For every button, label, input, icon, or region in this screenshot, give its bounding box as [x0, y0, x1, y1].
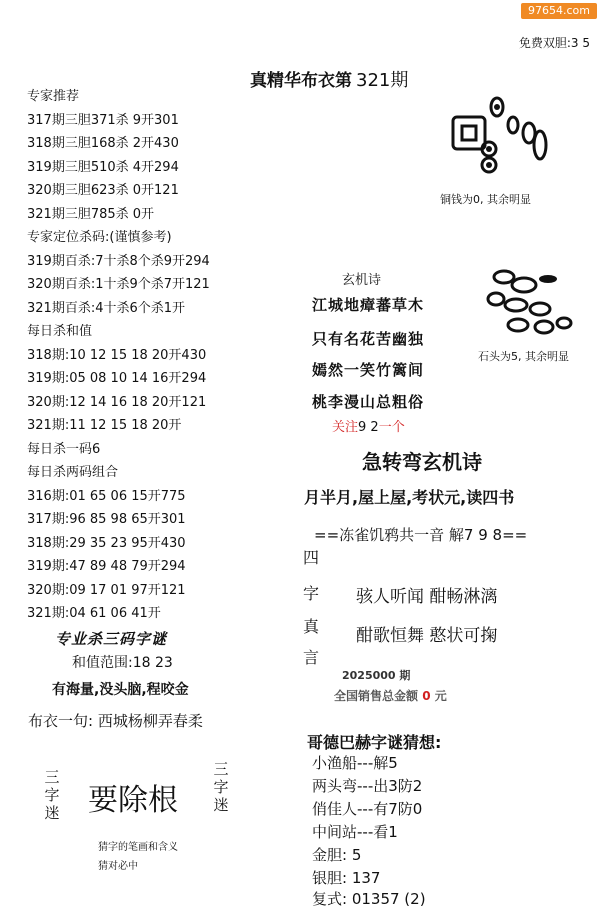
hint-line-1: 猜字的笔画和含义	[98, 842, 178, 853]
zimi-heading: 专业杀三码字谜	[55, 630, 168, 648]
sales-amount: 0	[422, 689, 431, 703]
title-issue: 321期	[356, 70, 409, 91]
list-item: 两头弯---出3防2	[312, 777, 423, 795]
list-item: 320期三胆623杀 0开121	[27, 183, 179, 198]
yueban-line: 月半月,屋上屋,考状元,读四书	[304, 488, 515, 507]
list-item: 318期:10 12 15 18 20开430	[27, 347, 207, 363]
daily-sum-heading: 每日杀和值	[27, 324, 93, 339]
left-column	[27, 85, 210, 626]
xuanji-heading: 玄机诗	[342, 273, 382, 288]
list-item: 320期:09 17 01 97开121	[27, 582, 186, 598]
riddle-word: 要除根	[88, 783, 178, 818]
poem-line: 只有名花苦幽独	[312, 330, 425, 348]
coins-figure-icon	[445, 93, 555, 183]
page-title	[250, 66, 408, 92]
jizhuan-heading: 急转弯玄机诗	[362, 450, 482, 474]
stones-caption: 石头为5, 其余明显	[478, 350, 569, 363]
four-char-4: 言	[303, 648, 320, 667]
guanzhu-nums: 9 2	[358, 420, 379, 435]
stones-figure-icon	[482, 265, 577, 340]
list-item: 319期:47 89 48 79开294	[27, 559, 186, 574]
sales-unit: 元	[434, 689, 447, 703]
sales-prefix: 全国销售总金额	[334, 689, 419, 703]
list-item: 317期:96 85 98 65开301	[27, 512, 186, 527]
guanzhu-suffix: 一个	[378, 420, 405, 435]
site-badge[interactable]: 97654.com	[521, 3, 597, 19]
expert-rec-heading: 专家推荐	[27, 89, 80, 104]
list-item: 320期百杀:1十杀9个杀7开121	[27, 277, 210, 292]
daily-two-heading: 每日杀两码组合	[27, 465, 119, 480]
issue-line: 2025000 期	[342, 669, 411, 682]
hint-line-2: 猜对必中	[98, 861, 138, 872]
sales-line	[334, 687, 447, 704]
list-item: 319期三胆510杀 4开294	[27, 159, 179, 175]
vert-label-right: 三字迷	[213, 760, 229, 814]
expert-pos-heading: 专家定位杀码:(谨慎参考)	[27, 230, 172, 245]
poem-line: 桃李漫山总粗俗	[312, 393, 425, 411]
list-item: 俏佳人---有7防0	[312, 800, 423, 818]
idiom-pair-1: 骇人听闻 酣畅淋漓	[356, 587, 498, 607]
hezhi-range: 和值范围:18 23	[72, 655, 173, 671]
free-double: 免费双胆:3 5	[518, 36, 590, 50]
list-item: 316期:01 65 06 15开775	[27, 488, 186, 504]
list-item: 321期三胆785杀 0开	[27, 206, 155, 222]
list-item: 小渔船---解5	[312, 754, 398, 772]
list-item: 中间站---看1	[312, 823, 398, 841]
list-item: 319期百杀:7十杀8个杀9开294	[27, 253, 210, 269]
vert-label-left: 三字迷	[44, 768, 60, 822]
daily-one-heading: 每日杀一码6	[27, 441, 101, 457]
poem-line: 江城地瘴蕃草木	[312, 296, 425, 314]
list-item: 321期百杀:4十杀6个杀1开	[27, 300, 186, 316]
list-item: 321期:04 61 06 41开	[27, 606, 161, 621]
four-char-2: 字	[303, 584, 320, 603]
buyi-line: 布衣一句: 西城杨柳弄春柔	[28, 712, 203, 730]
list-item: 318期:29 35 23 95开430	[27, 535, 186, 551]
haisha-line: 有海量,没头脑,程咬金	[52, 682, 189, 698]
guanzhu-prefix: 关注	[332, 420, 359, 435]
four-char-1: 四	[303, 548, 320, 567]
list-item: 317期三胆371杀 9开301	[27, 112, 179, 128]
gede-heading: 哥德巴赫字谜猜想:	[307, 733, 442, 752]
guanzhu-line	[332, 416, 405, 435]
list-item: 320期:12 14 16 18 20开121	[27, 394, 207, 410]
four-char-3: 真	[303, 617, 320, 636]
list-item: 321期:11 12 15 18 20开	[27, 418, 182, 433]
list-item: 复式: 01357 (2)	[312, 890, 426, 908]
list-item: 318期三胆168杀 2开430	[27, 136, 179, 151]
list-item: 银胆: 137	[312, 869, 381, 887]
list-item: 金胆: 5	[312, 846, 362, 864]
idiom-pair-2: 酣歌恒舞 憨状可掬	[356, 626, 498, 646]
poem-line: 嫣然一笑竹篱间	[312, 361, 425, 379]
title-main: 真精华布衣第	[250, 71, 352, 91]
dongque-line: ==冻雀饥鸦共一音 解7 9 8==	[314, 526, 528, 544]
list-item: 319期:05 08 10 14 16开294	[27, 371, 207, 386]
coins-caption: 铜钱为0, 其余明显	[440, 193, 531, 206]
